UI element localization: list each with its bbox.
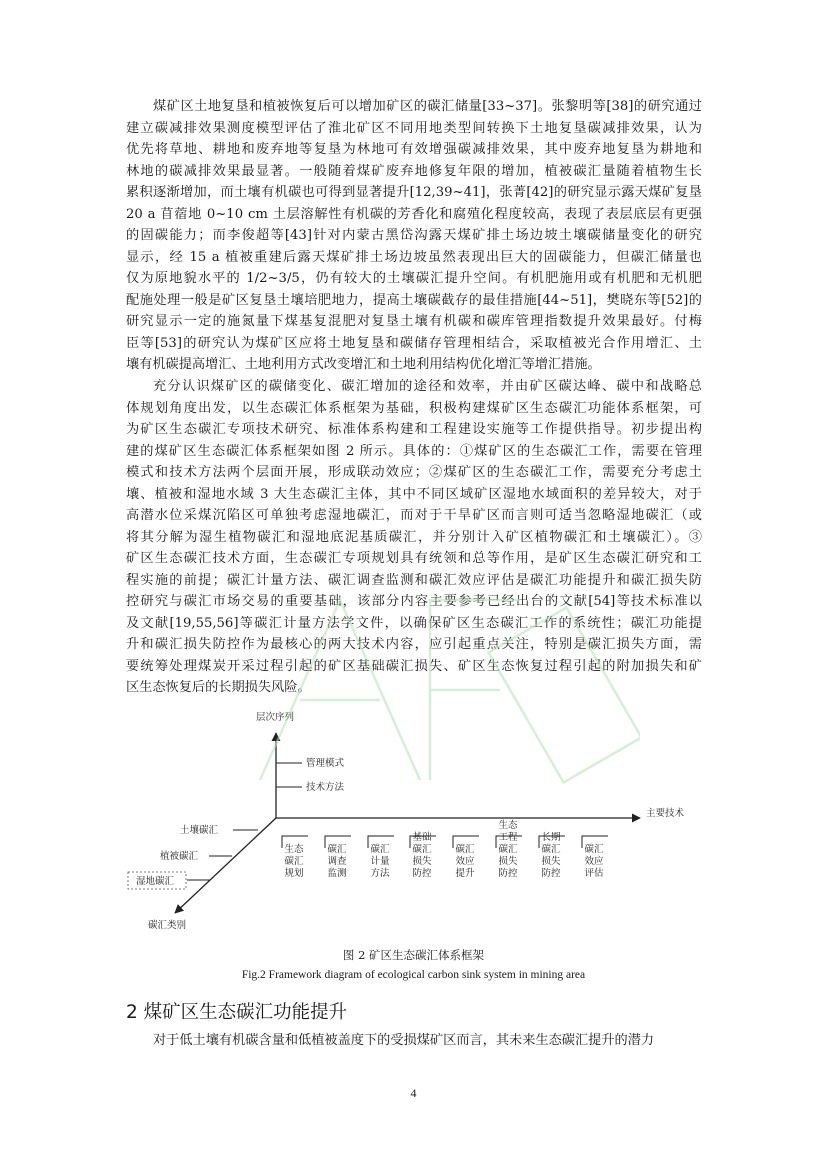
text-line: 林地的碳减排效果最显著。一般随着煤矿废弃地修复年限的增加，植被碳汇量随着植物生长 bbox=[126, 163, 702, 179]
axis-label-technique: 主要技术 bbox=[646, 808, 685, 819]
technique-label: 评估 bbox=[584, 868, 604, 879]
text-line: 为矿区生态碳汇专项技术研究、标准体系构建和工程建设实施等工作提供指导。初步提出构 bbox=[126, 422, 702, 437]
paragraph-3 bbox=[126, 1030, 702, 1052]
text-line: 对于低土壤有机碳含量和低植被盖度下的受损煤矿区而言，其未来生态碳汇提升的潜力 bbox=[153, 1033, 655, 1048]
text-line: 控研究与碳汇市场交易的重要基础，该部分内容主要参考已经出台的文献[54]等技术标准以 bbox=[126, 594, 702, 609]
text-line: 臣等[53]的研究认为煤矿区应将土地复垦和碳储存管理相结合，采取植被光合作用增汇、土 bbox=[126, 335, 702, 351]
technique-label: 方法 bbox=[370, 868, 390, 879]
technique-label: 监测 bbox=[327, 868, 347, 879]
category-vegetation: 植被碳汇 bbox=[160, 851, 199, 862]
technique-label: 碳汇 bbox=[584, 844, 604, 855]
text-line: 程实施的前提；碳汇计量方法、碳汇调查监测和碳汇效应评估是碳汇功能提升和碳汇损失防 bbox=[126, 572, 702, 588]
text-line: 将其分解为湿生植物碳汇和湿地底泥基质碳汇，并分别计入矿区植物碳汇和土壤碳汇）。③ bbox=[126, 529, 702, 545]
technique-label: 提升 bbox=[455, 868, 475, 879]
technique-label: 防控 bbox=[498, 868, 518, 879]
technique-label: 损失 bbox=[412, 856, 432, 867]
technique-labels bbox=[282, 819, 608, 879]
category-wetland: 湿地碳汇 bbox=[136, 876, 175, 887]
text-line: 累积逐渐增加，而土壤有机碳也可得到显著提升[12,39~41]，张菁[42]的研究显示露天煤矿复垦 bbox=[126, 185, 702, 200]
axis-label-level: 层次序列 bbox=[256, 712, 295, 723]
page-number: 4 bbox=[410, 1086, 417, 1100]
technique-label: 碳汇 bbox=[370, 844, 390, 855]
text-line: 建的煤矿区生态碳汇体系框架如图 2 所示。具体的：①煤矿区的生态碳汇工作，需要在管理 bbox=[126, 443, 702, 459]
technique-label: 工程 bbox=[498, 832, 518, 843]
technique-label: 碳汇 bbox=[327, 844, 347, 855]
text-line: 模式和技术方法两个层面开展，形成联动效应；②煤矿区的生态碳汇工作，需要充分考虑土 bbox=[126, 465, 702, 480]
figure-caption-zh: 图 2 矿区生态碳汇体系框架 bbox=[342, 948, 485, 962]
technique-label: 效应 bbox=[584, 856, 604, 867]
category-soil: 土壤碳汇 bbox=[180, 825, 219, 836]
text-line: 壤有机碳提高增汇、土地利用方式改变增汇和土地利用结构优化增汇等增汇措施。 bbox=[126, 357, 601, 372]
text-line: 体规划角度出发，以生态碳汇体系框架为基础，积极构建煤矿区生态碳汇功能体系框架，可 bbox=[126, 400, 702, 416]
text-line: 充分认识煤矿区的碳储变化、碳汇增加的途径和效率，并由矿区碳达峰、碳中和战略总 bbox=[153, 379, 702, 394]
text-line: 壤、植被和湿地水域 3 大生态碳汇主体，其中不同区域矿区湿地水域面积的差异较大，对于 bbox=[126, 486, 702, 502]
text-line: 显示，经 15 a 植被重建后露天煤矿排土场边坡虽然表现出巨大的固碳能力，但碳汇储量也 bbox=[126, 249, 702, 265]
technique-label: 碳汇 bbox=[498, 844, 518, 855]
text-line: 升和碳汇损失防控作为最核心的两大技术内容，应引起重点关注，特别是碳汇损失方面，需 bbox=[126, 637, 702, 652]
technique-label: 碳汇 bbox=[455, 844, 475, 855]
text-line: 优先将草地、耕地和废弃地等复垦为林地可有效增强碳减排效果，其中废弃地复垦为耕地和 bbox=[126, 142, 702, 157]
section-heading: 2 煤矿区生态碳汇功能提升 bbox=[126, 1002, 348, 1023]
text-line: 要统筹处理煤炭开采过程引起的矿区基础碳汇损失、矿区生态恢复过程引起的附加损失和矿 bbox=[126, 658, 702, 674]
technique-label: 规划 bbox=[284, 868, 304, 879]
technique-label: 防控 bbox=[412, 868, 432, 879]
figure-caption-en: Fig.2 Framework diagram of ecological carbon sink system in mining area bbox=[241, 969, 586, 981]
technique-label: 计量 bbox=[370, 856, 390, 867]
text-line: 的固碳能力；而李俊超等[43]针对内蒙古黑岱沟露天煤矿排土场边坡土壤碳储量变化的研究 bbox=[126, 228, 702, 243]
text-line: 配施处理一般是矿区复垦土壤培肥地力，提高土壤碳截存的最佳措施[44~51]，樊晓东等[52]的 bbox=[126, 292, 702, 308]
text-line: 20 a 苜蓿地 0~10 cm 土层溶解性有机碳的芳香化和腐殖化程度较高，表现了表层底层有更强 bbox=[126, 206, 702, 222]
technique-label: 损失 bbox=[498, 856, 518, 867]
level-label-management: 管理模式 bbox=[306, 758, 345, 769]
text-line: 区生态恢复后的长期损失风险。 bbox=[126, 680, 311, 695]
text-line: 矿区生态碳汇技术方面，生态碳汇专项规划具有统领和总等作用，是矿区生态碳汇研究和工 bbox=[126, 551, 702, 566]
technique-label: 生态 bbox=[284, 844, 304, 855]
technique-label: 防控 bbox=[541, 868, 561, 879]
technique-label: 碳汇 bbox=[284, 856, 304, 867]
level-label-technique: 技术方法 bbox=[306, 782, 345, 793]
technique-label: 损失 bbox=[541, 856, 561, 867]
text-line: 煤矿区土地复垦和植被恢复后可以增加矿区的碳汇储量[33~37]。张黎明等[38]的研究通过 bbox=[153, 99, 702, 114]
technique-label: 长期 bbox=[541, 832, 561, 843]
text-line: 高潜水位采煤沉陷区可单独考虑湿地碳汇，而对于干旱矿区而言则可适当忽略湿地碳汇（或 bbox=[126, 508, 702, 523]
text-line: 研究显示一定的施氮量下煤基复混肥对复垦土壤有机碳和碳库管理指数提升效果最好。付梅 bbox=[126, 314, 702, 329]
text-line: 及文献[19,55,56]等碳汇计量方法学文件，以确保矿区生态碳汇工作的系统性；碳汇功能提 bbox=[126, 615, 702, 631]
technique-label: 基础 bbox=[412, 832, 432, 843]
text-line: 仅为原地貌水平的 1/2~3/5，仍有较大的土壤碳汇提升空间。有机肥施用或有机肥和无机肥 bbox=[126, 271, 702, 286]
technique-label: 调查 bbox=[327, 856, 347, 867]
technique-label: 碳汇 bbox=[412, 844, 432, 855]
technique-label: 碳汇 bbox=[541, 844, 561, 855]
text-line: 建立碳减排效果测度模型评估了淮北矿区不同用地类型间转换下土地复垦碳减排效果，认为 bbox=[126, 120, 702, 136]
technique-label: 生态 bbox=[498, 820, 518, 831]
technique-label: 效应 bbox=[455, 856, 475, 867]
axis-label-category: 碳汇类别 bbox=[148, 920, 187, 931]
